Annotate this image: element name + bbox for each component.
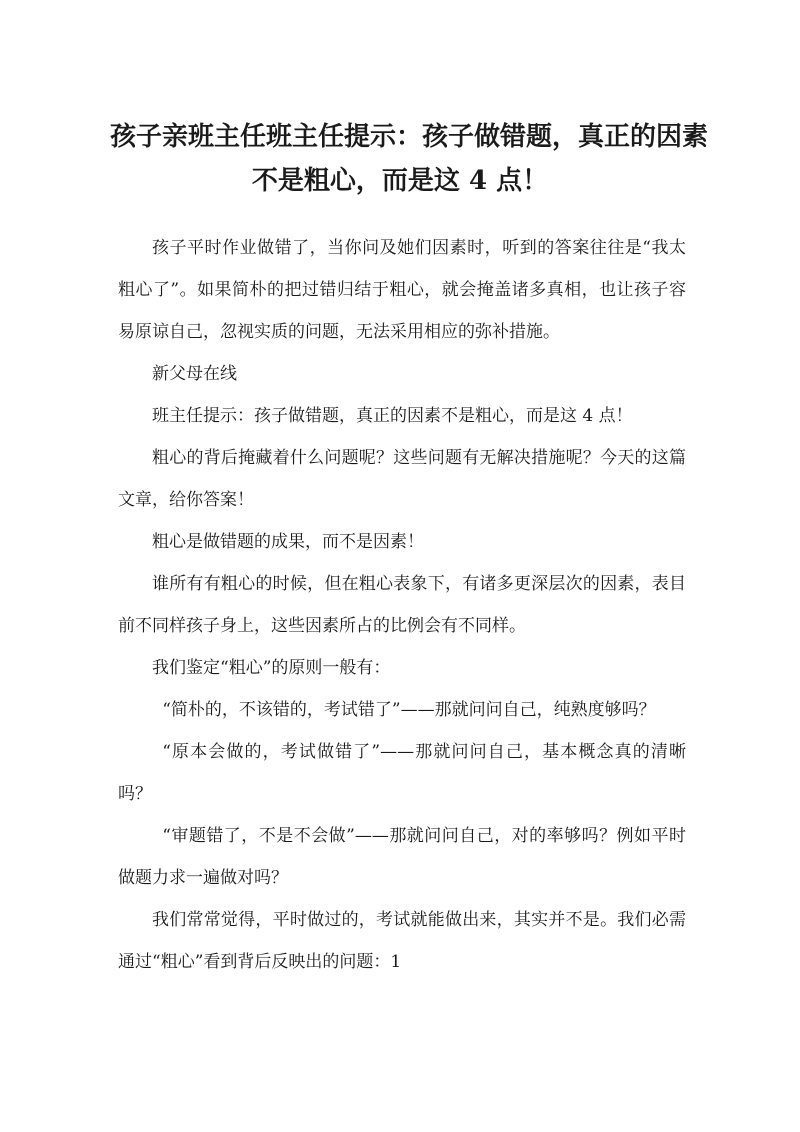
paragraph: 粗心的背后掩藏着什么问题呢？这些问题有无解决措施呢？今天的这篇文章，给你答案！ — [118, 448, 686, 510]
paragraph: “原本会做的，考试做错了”——那就问问自己，基本概念真的清晰吗？ — [118, 742, 686, 804]
paragraph: 孩子平时作业做错了，当你问及她们因素时，听到的答案往往是“我太粗心了”。如果简朴的把过错归结于粗心，就会掩盖诸多真相，也让孩子容易原谅自己，忽视实质的问题，无法采用相应的弥补措施。 — [118, 238, 686, 342]
paragraph: 我们常常觉得，平时做过的，考试就能做出来，其实并不是。我们必需通过“粗心”看到背后反映出的问题：1 — [118, 910, 686, 972]
paragraph: 粗心是做错题的成果，而不是因素！ — [152, 532, 424, 552]
document-body — [118, 227, 686, 983]
paragraph: 班主任提示：孩子做错题，真正的因素不是粗心，而是这 4 点！ — [152, 406, 633, 426]
title-line-2: 不是粗心，而是这 4 点！ — [251, 166, 549, 197]
paragraph: 新父母在线 — [152, 364, 237, 384]
title-line-1: 孩子亲班主任班主任提示：孩子做错题，真正的因素 — [110, 122, 709, 153]
paragraph: 谁所有有粗心的时候，但在粗心表象下，有诸多更深层次的因素，表目前不同样孩子身上，这些因素所占的比例会有不同样。 — [118, 574, 686, 636]
paragraph: “简朴的，不该错的，考试错了”——那就问问自己，纯熟度够吗？ — [162, 700, 656, 720]
document-title — [110, 115, 709, 203]
paragraph: “审题错了，不是不会做”——那就问问自己，对的率够吗？例如平时做题力求一遍做对吗？ — [118, 826, 686, 888]
paragraph: 我们鉴定“粗心”的原则一般有： — [152, 658, 391, 678]
